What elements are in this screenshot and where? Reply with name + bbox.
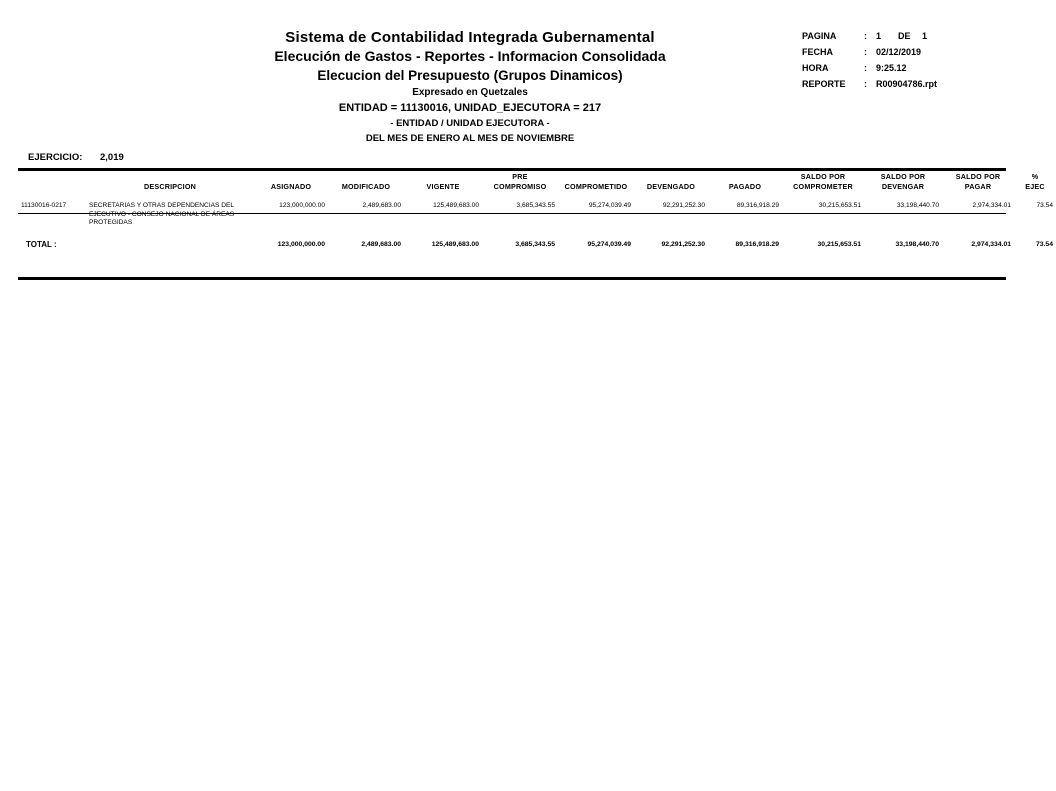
total-pct-ejec: 73.54 [1035,240,1053,248]
th-saldo-comprometer-line2: COMPROMETER [793,181,853,191]
th-pre-compromiso-line1: PRE [512,172,528,181]
table-header-row [18,172,1056,195]
th-descripcion: DESCRIPCION [143,181,197,191]
cell-pct-ejec: 73.54 [1036,202,1053,209]
meta-fecha-value: 02/12/2019 [876,47,922,57]
meta-row-reporte [802,76,1002,92]
report-filter-level: - ENTIDAD / UNIDAD EJECUTORA - [390,118,550,129]
meta-fecha-label: FECHA [802,47,833,57]
report-meta-block [802,28,1002,92]
th-asignado: ASIGNADO [270,181,312,191]
total-saldo-comprometer: 30,215,653.51 [817,240,861,248]
report-title-line2: Elecución de Gastos - Reportes - Informacion Consolidada [274,48,666,64]
cell-comprometido: 95,274,039.49 [588,202,631,209]
th-saldo-pagar-line2: PAGAR [964,181,992,191]
cell-asignado: 123,000,000.00 [279,202,325,209]
th-devengado: DEVENGADO [646,181,696,191]
cell-pagado: 89,316,918.29 [736,202,779,209]
cell-saldo-devengar: 33,198,440.70 [896,202,939,209]
ejercicio-field [28,152,124,163]
total-saldo-pagar: 2,974,334.01 [971,240,1011,248]
meta-hora-label: HORA [802,63,829,73]
report-title-line1: Sistema de Contabilidad Integrada Gubernamental [285,29,655,46]
total-pagado: 89,316,918.29 [735,240,779,248]
th-saldo-comprometer [782,172,864,195]
report-period: DEL MES DE ENERO AL MES DE NOVIEMBRE [365,133,575,144]
total-vigente: 125,489,683.00 [431,240,479,248]
cell-saldo-pagar: 2,974,334.01 [972,202,1011,209]
th-pct-ejec [1014,172,1056,195]
table-bottom-rule [18,277,1006,280]
report-title-block [150,28,790,146]
total-asignado: 123,000,000.00 [277,240,325,248]
meta-reporte-label: REPORTE [802,79,846,89]
meta-pagina-de: DE [898,31,911,41]
th-saldo-pagar-line1: SALDO POR [955,172,1001,181]
th-saldo-pagar [942,172,1014,195]
ejercicio-label: EJERCICIO: [28,152,83,163]
meta-hora-colon: : [864,63,867,73]
meta-row-hora [802,60,1002,76]
th-saldo-devengar-line1: SALDO POR [880,172,926,181]
report-title-line3: Elecucion del Presupuesto (Grupos Dinamicos) [317,68,623,83]
th-saldo-comprometer-line1: SALDO POR [800,172,846,181]
th-comprometido: COMPROMETIDO [564,181,628,191]
meta-fecha-colon: : [864,47,867,57]
th-saldo-devengar-line2: DEVENGAR [881,181,925,191]
total-pre-compromiso: 3,685,343.55 [515,240,555,248]
th-pct-line2: EJEC [1025,181,1045,191]
cell-saldo-comprometer: 30,215,653.51 [818,202,861,209]
meta-pagina-colon: : [864,31,867,41]
execution-table [18,172,1056,251]
meta-reporte-value: R00904786.rpt [876,79,938,89]
report-filter-entity: ENTIDAD = 11130016, UNIDAD_EJECUTORA = 217 [338,102,602,114]
table-row [18,195,1056,230]
total-devengado: 92,291,252.30 [661,240,705,248]
th-pre-compromiso [482,172,558,195]
cell-pre-compromiso: 3,685,343.55 [516,202,555,209]
meta-reporte-colon: : [864,79,867,89]
meta-pagina-total: 1 [922,31,928,41]
total-spacer [86,230,254,252]
ejercicio-value: 2,019 [100,152,124,163]
table-top-rule [18,168,1006,171]
total-label: TOTAL : [26,239,57,249]
meta-row-fecha [802,44,1002,60]
meta-row-pagina [802,28,1002,44]
th-vigente: VIGENTE [426,181,460,191]
meta-pagina-value: 1 [876,31,882,41]
report-currency-note: Expresado en Quetzales [412,87,528,98]
cell-vigente: 125,489,683.00 [433,202,479,209]
cell-devengado: 92,291,252.30 [662,202,705,209]
meta-pagina-value-group [876,28,1002,44]
total-comprometido: 95,274,039.49 [587,240,631,248]
table-total-row [18,230,1056,252]
cell-modificado: 2,489,683.00 [362,202,401,209]
th-modificado: MODIFICADO [341,181,391,191]
cell-descripcion: SECRETARIAS Y OTRAS DEPENDENCIAS DEL EJECUTIVO - CONSEJO NACIONAL DE ÁREAS PROTEGIDAS [89,202,235,226]
meta-pagina-label: PAGINA [802,31,837,41]
cell-codigo: 11130016-0217 [21,202,67,209]
th-pagado: PAGADO [728,181,762,191]
th-pre-compromiso-line2: COMPROMISO [493,181,547,191]
th-pct-line1: % [1031,172,1039,181]
total-saldo-devengar: 33,198,440.70 [895,240,939,248]
th-codigo [18,172,86,195]
total-modificado: 2,489,683.00 [361,240,401,248]
meta-hora-value: 9:25.12 [876,63,907,73]
th-saldo-devengar [864,172,942,195]
